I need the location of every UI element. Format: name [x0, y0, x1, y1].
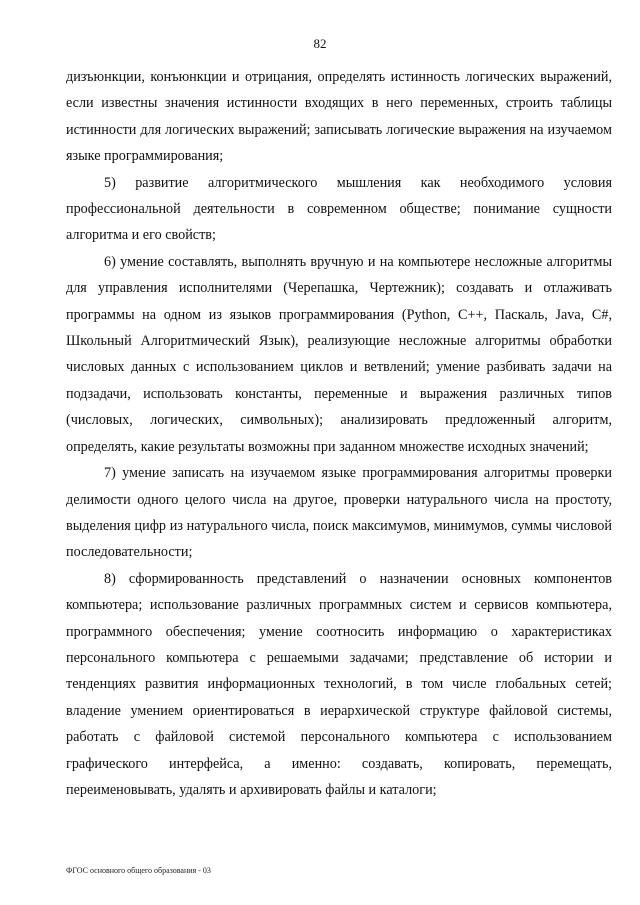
page-footer: ФГОС основного общего образования - 03 — [66, 866, 211, 875]
paragraph-item-6: 6) умение составлять, выполнять вручную и на компьютере несложные алгоритмы для управления исполнителями (Черепашка, Чертежник); создавать и отлаживать программы на одном из языков программирования (Python, C++, Паскаль, Java, C#, Школьный Алгоритмический Язык), реализующие несложные алгоритмы обработки числовых данных с использованием циклов и ветвлений; умение разбивать задачи на подзадачи, использовать константы, переменные и выражения различных типов (числовых, логических, символьных); анализировать предложенный алгоритм, определять, какие результаты возможны при заданном множестве исходных значений; — [66, 253, 612, 455]
document-body — [66, 64, 612, 803]
page-number: 82 — [313, 36, 327, 51]
paragraph-item-7: 7) умение записать на изучаемом языке программирования алгоритмы проверки делимости одного целого числа на другое, проверки натурального числа на простоту, выделения цифр из натурального числа, поиск максимумов, минимумов, суммы числовой последовательности; — [66, 465, 612, 561]
paragraph-item-8: 8) сформированность представлений о назначении основных компонентов компьютера; использование различных программных систем и сервисов компьютера, программного обеспечения; умение соотносить информацию о характеристиках персонального компьютера с решаемыми задачами; представление об истории и тенденциях развития информационных технологий, в том числе глобальных сетей; владение умением ориентироваться в иерархической структуре файловой системы, работать с файловой системой персонального компьютера с использованием графического интерфейса, а именно: создавать, копировать, перемещать, переименовывать, удалять и архивировать файлы и каталоги; — [66, 570, 612, 798]
paragraph-item-5: 5) развитие алгоритмического мышления как необходимого условия профессиональной деятельности в современном обществе; понимание сущности алгоритма и его свойств; — [66, 174, 612, 244]
paragraph-continuation: дизъюнкции, конъюнкции и отрицания, определять истинность логических выражений, если известны значения истинности входящих в него переменных, строить таблицы истинности для логических выражений; записывать логические выражения на изучаемом языке программирования; — [66, 69, 612, 165]
